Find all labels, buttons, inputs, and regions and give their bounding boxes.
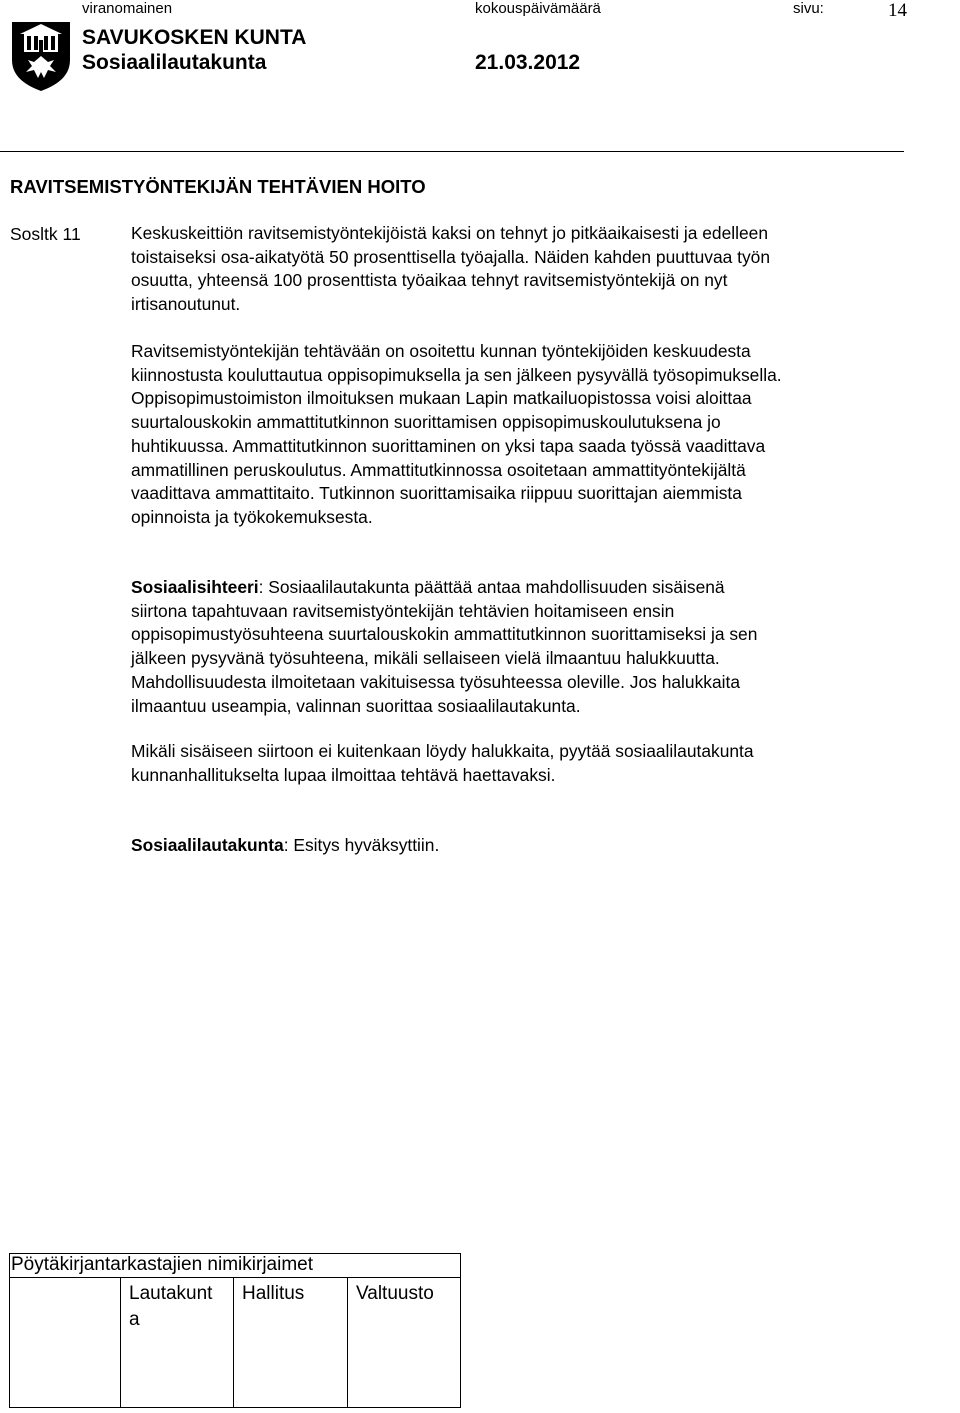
initials-table-title: Pöytäkirjantarkastajien nimikirjaimet	[11, 1254, 313, 1275]
paragraph-external	[131, 740, 891, 787]
section-title: RAVITSEMISTYÖNTEKIJÄN TEHTÄVIEN HOITO	[10, 176, 426, 197]
committee-name: Sosiaalilautakunta	[82, 51, 267, 74]
text-line: huhtikuussa. Ammattitutkinnon suorittaminen on yksi tapa saada työssä vaadittava	[131, 435, 766, 456]
text-line: oppisopimustyösuhteena suurtalouskokin ammattitutkinnon suorittamiseksi ja sen	[131, 624, 758, 645]
municipality-name: SAVUKOSKEN KUNTA	[82, 26, 307, 49]
initials-table-col-divider	[233, 1277, 234, 1408]
text-line: Ravitsemistyöntekijän tehtävään on osoitettu kunnan työntekijöiden keskuudesta	[131, 341, 751, 361]
text-line: ammatillinen peruskoulutus. Ammattitutkinnossa osoitetaan ammattityöntekijältä	[131, 459, 746, 480]
page-number: 14	[888, 0, 907, 21]
text-line: Mikäli sisäiseen siirtoon ei kuitenkaan löydy halukkaita, pyytää sosiaalilautakunta	[131, 741, 754, 761]
coat-of-arms-logo	[10, 20, 72, 92]
text-line: kunnanhallitukselta lupaa ilmoittaa tehtävä haettavaksi.	[131, 764, 556, 785]
text-line: siirtona tapahtuvaan ravitsemistyöntekijän tehtävien hoitamiseen ensin	[131, 600, 675, 621]
text-line: jälkeen pysyvänä työsuhteena, mikäli sellaiseen vielä ilmaantuu halukkuutta.	[131, 648, 720, 669]
text-line: irtisanoutunut.	[131, 294, 241, 315]
initials-col-board-line2: a	[129, 1309, 140, 1330]
proposal-first-line: : Sosiaalilautakunta päättää antaa mahdollisuuden sisäisenä	[258, 577, 725, 597]
header-divider	[0, 151, 904, 152]
label-authority: viranomainen	[82, 0, 173, 17]
text-line	[131, 834, 891, 858]
text-line: osuutta, yhteensä 100 prosenttista työaikaa tehnyt ravitsemistyöntekijä on nyt	[131, 270, 728, 291]
decision-label: Sosiaalilautakunta	[131, 835, 284, 855]
text-line: suurtalouskokin ammattitutkinnon suorittamisen oppisopimuskoulutuksena jo	[131, 412, 721, 433]
paragraph-decision	[131, 834, 891, 858]
text-line: opinnoista ja työkokemuksesta.	[131, 506, 373, 527]
label-page: sivu:	[793, 0, 824, 17]
proposer-label: Sosiaalisihteeri	[131, 577, 259, 597]
section-id: Sosltk 11	[10, 224, 81, 244]
decision-text: : Esitys hyväksyttiin.	[283, 835, 440, 855]
text-line: toistaiseksi osa-aikatyötä 50 prosenttisella työajalla. Näiden kahden puuttuvaa työn	[131, 246, 771, 267]
text-line: vaadittava ammattitaito. Tutkinnon suorittamisaika riippuu suorittajan aiemmista	[131, 483, 742, 504]
label-meeting-date: kokouspäivämäärä	[475, 0, 601, 17]
initials-table-col-divider	[347, 1277, 348, 1408]
text-line: Oppisopimustoimiston ilmoituksen mukaan Lapin matkailuopistossa voisi aloittaa	[131, 388, 752, 409]
initials-table-col-divider	[120, 1277, 121, 1408]
initials-col-council: Valtuusto	[356, 1283, 434, 1304]
text-line: Mahdollisuudesta ilmoitetaan vakituisessa työsuhteessa oleville. Jos halukkaita	[131, 671, 741, 692]
initials-col-board	[129, 1281, 212, 1333]
text-line: kiinnostusta kouluttautua oppisopimuksella ja sen jälkeen pysyvällä työsopimuksella.	[131, 364, 782, 385]
paragraph-proposal	[131, 576, 891, 718]
text-line: Keskuskeittiön ravitsemistyöntekijöistä kaksi on tehnyt jo pitkäaikaisesti ja edelleen	[131, 223, 769, 243]
text-line	[131, 576, 891, 600]
initials-col-government: Hallitus	[242, 1283, 305, 1304]
initials-col-board-line1: Lautakunt	[129, 1283, 213, 1304]
text-line: ilmaantuu useampia, valinnan suorittaa sosiaalilautakunta.	[131, 695, 581, 716]
meeting-date: 21.03.2012	[475, 51, 581, 74]
paragraph-training	[131, 340, 891, 530]
paragraph-background	[131, 222, 891, 317]
initials-table-divider	[9, 1277, 461, 1278]
